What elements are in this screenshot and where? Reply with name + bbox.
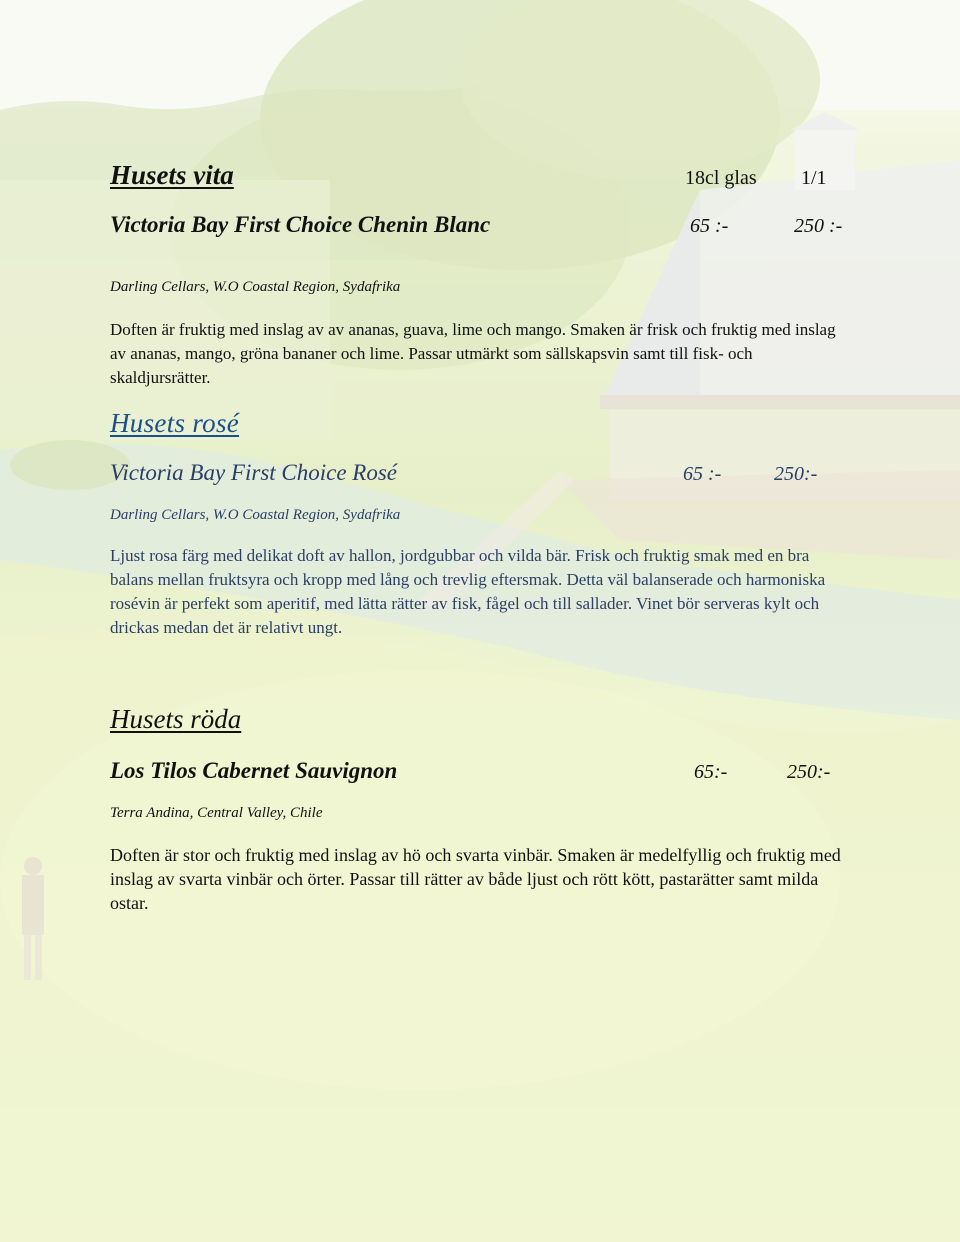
column-bottle-header: 1/1 [801,167,827,189]
white-wine-producer: Darling Cellars, W.O Coastal Region, Sydafrika [110,279,401,295]
red-wine-name: Los Tilos Cabernet Sauvignon [110,758,398,783]
rose-wine-price-glass: 65 :- [683,463,722,485]
white-wine-price-bottle: 250 :- [794,215,843,237]
rose-wine-price-bottle: 250:- [774,463,818,485]
rose-wine-heading: Husets rosé [110,408,240,438]
red-wine-price-glass: 65:- [694,761,728,783]
column-glass-header: 18cl glas [685,167,757,189]
red-wine-heading: Husets röda [110,704,242,734]
red-wine-description: Doften är stor och fruktig med inslag av hö och svarta vinbär. Smaken är medelfyllig och fruktig med inslag av svarta vinbär och örter. Passar till rätter av både ljust och rött kött, pastarätter samt milda ostar. [110,845,841,913]
red-wine-price-bottle: 250:- [787,761,831,783]
red-wine-producer: Terra Andina, Central Valley, Chile [110,805,323,821]
rose-wine-description: Ljust rosa färg med delikat doft av hallon, jordgubbar och vilda bär. Frisk och fruktig smak med en bra balans mellan fruktsyra och kropp med lång och trevlig eftersmak. Detta väl balanserade och harmoniska rosévin är perfekt som aperitif, med lätta rätter av fisk, fågel och till sallader. Vinet bör serveras kylt och drickas medan det är relativt ungt. [110,546,826,637]
white-wine-name: Victoria Bay First Choice Chenin Blanc [110,212,491,237]
rose-wine-name: Victoria Bay First Choice Rosé [110,460,398,485]
rose-wine-producer: Darling Cellars, W.O Coastal Region, Sydafrika [110,507,401,523]
white-wine-price-glass: 65 :- [690,215,729,237]
white-wine-heading: Husets vita [110,160,234,190]
white-wine-description: Doften är fruktig med inslag av av ananas, guava, lime och mango. Smaken är frisk och fruktig med inslag av ananas, mango, gröna bananer och lime. Passar utmärkt som sällskapsvin samt till fisk- och skaldjursrätter. [110,320,836,387]
